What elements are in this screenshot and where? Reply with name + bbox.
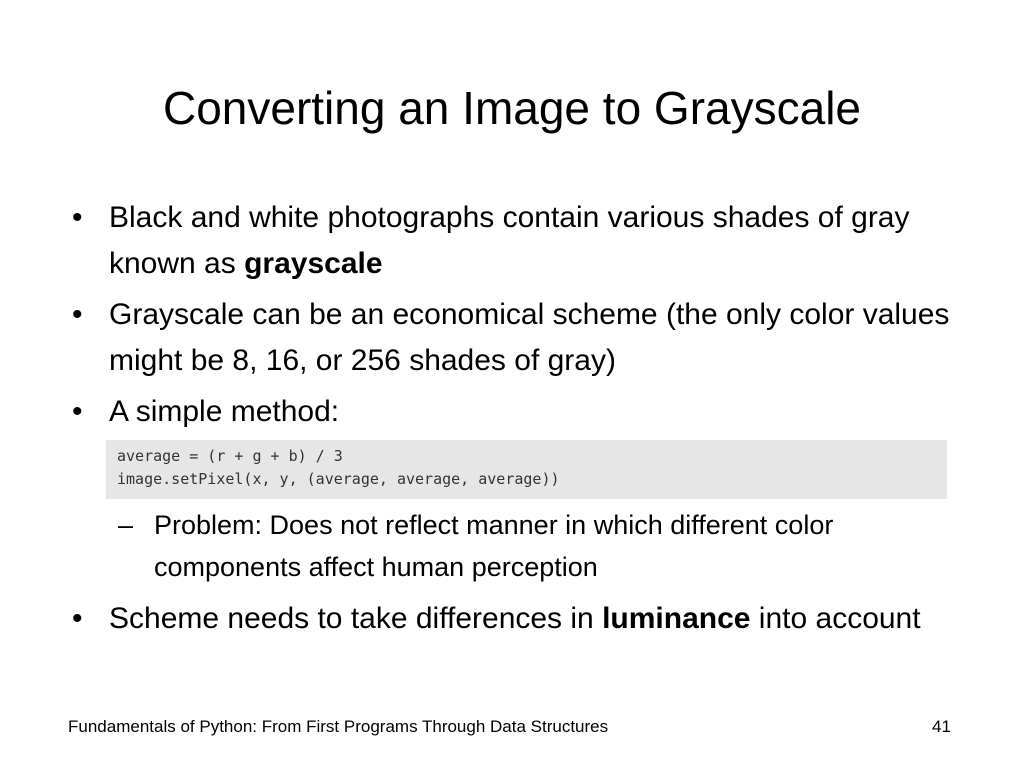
bullet-marker: • [72, 395, 83, 428]
bullet-marker: • [72, 298, 83, 331]
bold-term-grayscale: grayscale [244, 247, 383, 280]
bullet-text: A simple method: [109, 395, 340, 428]
code-line-average: average = (r + g + b) / 3 [117, 447, 343, 465]
bullet-text [109, 596, 969, 642]
subbullet-marker: – [118, 510, 134, 540]
subbullet-text: Problem: Does not reflect manner in which different color components affect human perception [154, 510, 834, 582]
bullet-text: Grayscale can be an economical scheme (the only color values might be 8, 16, or 256 shades of gray) [109, 298, 950, 377]
bullet-text-part: into account [750, 602, 921, 635]
bullet-marker: • [72, 201, 83, 234]
code-line-setpixel: image.setPixel(x, y, (average, average, average)) [117, 470, 560, 488]
bullet-text-part: Black and white photographs contain various shades of gray known as [109, 201, 910, 280]
code-block [106, 440, 947, 499]
slide-title: Converting an Image to Grayscale [162, 82, 862, 134]
bullet-text [109, 195, 969, 287]
footer-book-title: Fundamentals of Python: From First Programs Through Data Structures [68, 717, 609, 736]
page-number: 41 [932, 717, 951, 736]
bold-term-luminance: luminance [602, 602, 751, 635]
bullet-marker: • [72, 602, 83, 635]
bullet-text-part: Scheme needs to take differences in [109, 602, 603, 635]
